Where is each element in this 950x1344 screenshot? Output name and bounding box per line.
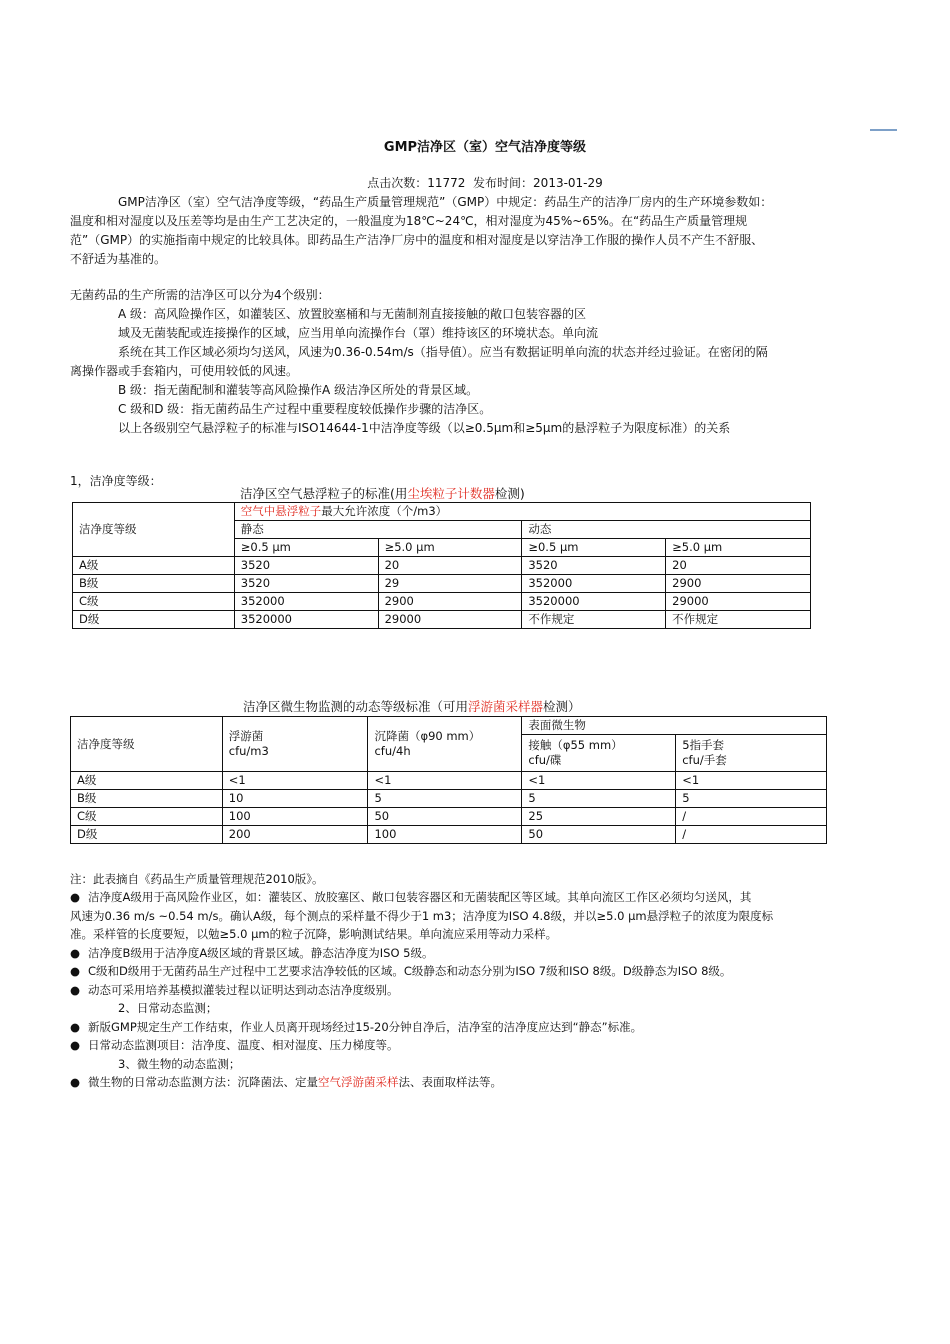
table1-caption-post: 检测) <box>494 486 525 501</box>
table2-caption <box>243 697 581 715</box>
table-cell: 3520000 <box>522 593 666 611</box>
table-row <box>71 826 827 844</box>
table-source-note: 注：此表摘自《药品生产质量管理规范2010版》。 <box>70 872 324 886</box>
views-label: 点击次数： <box>367 176 428 190</box>
table-cell: 50 <box>522 826 676 844</box>
table2-grade-header: 洁净度等级 <box>71 717 223 772</box>
table-row <box>71 808 827 826</box>
note-7-text-red: 空气浮游菌采样 <box>318 1075 399 1089</box>
table-cell: 不作规定 <box>522 611 666 629</box>
table-cell: 5 <box>522 790 676 808</box>
table1-caption <box>240 484 525 502</box>
microbe-table <box>70 716 827 844</box>
bullet-icon: ● <box>70 946 81 960</box>
table1-size-header: ≥0.5 μm <box>234 539 378 557</box>
table-cell: 29 <box>378 575 522 593</box>
table1-group-red: 空气中悬浮粒子 <box>240 504 322 518</box>
table-cell: B级 <box>71 790 223 808</box>
intro-line-3: 范”（GMP）的实施指南中规定的比较具体。即药品生产洁净厂房中的温度和相对湿度是以穿洁净工作服的操作人员不产生不舒服、 <box>70 233 764 247</box>
intro-line-4: 不舒适为基准的。 <box>70 252 167 266</box>
table2-contact-label: 接触（φ55 mm） <box>528 738 623 752</box>
level-a-line-2: 域及无菌装配或连接操作的区域，应当用单向流操作台（罩）维持该区的环境状态。单向流 <box>118 326 599 340</box>
table1-grade-header: 洁净度等级 <box>73 503 235 557</box>
table-cell: 20 <box>666 557 811 575</box>
table2-airborne-unit: cfu/m3 <box>228 744 269 758</box>
table-cell: 不作规定 <box>666 611 811 629</box>
table-cell: C级 <box>73 593 235 611</box>
bullet-icon: ● <box>70 983 81 997</box>
section-1-heading: 1，洁净度等级： <box>70 474 162 488</box>
article-meta <box>70 174 900 191</box>
note-1-line-3: 准。采样管的长度要短，以勉≥5.0 μm的粒子沉降，影响测试结果。单向流应采用等动力采样。 <box>70 927 558 941</box>
table-cell: 29000 <box>378 611 522 629</box>
table-cell: C级 <box>71 808 223 826</box>
table1-caption-red: 尘埃粒子计数器 <box>407 486 495 501</box>
note-6 <box>70 1036 399 1055</box>
table2-contact-header <box>522 735 676 772</box>
note-6-text: 日常动态监测项目：洁净度、温度、相对湿度、压力梯度等。 <box>88 1038 399 1052</box>
table-cell: 5 <box>368 790 522 808</box>
table2-settle-header <box>368 717 522 772</box>
table1-caption-pre: 洁净区空气悬浮粒子的标准(用 <box>240 486 408 501</box>
table-cell: 352000 <box>522 575 666 593</box>
table2-settle-unit: cfu/4h <box>374 744 411 758</box>
table-cell: 25 <box>522 808 676 826</box>
table2-settle-label: 沉降菌（φ90 mm） <box>374 729 481 743</box>
note-1-text-a: 洁净度A级用于高风险作业区，如：灌装区、放胶塞区、敞口包装容器区和无菌装配区等区域。其单向流区工作区必须均匀送风，其 <box>88 890 752 904</box>
table2-caption-red: 浮游菌采样器 <box>468 699 544 714</box>
table-cell: D级 <box>71 826 223 844</box>
particle-table <box>72 502 811 629</box>
table-row <box>71 790 827 808</box>
note-3-text: C级和D级用于无菌药品生产过程中工艺要求洁净较低的区域。C级静态和动态分别为ISO 7级和ISO 8级。D级静态为ISO 8级。 <box>88 964 732 978</box>
table-cell: 100 <box>368 826 522 844</box>
date-label: 发布时间： <box>473 176 534 190</box>
table-cell: D级 <box>73 611 235 629</box>
levels-heading: 无菌药品的生产所需的洁净区可以分为4个级别： <box>70 288 330 302</box>
note-1-line-2: 风速为0.36 m/s ~0.54 m/s。确认A级，每个测点的采样量不得少于1 m3；洁净度为ISO 4.8级，并以≥5.0 μm悬浮粒子的浓度为限度标 <box>70 909 774 923</box>
table-cell: 100 <box>222 808 368 826</box>
table2-airborne-label: 浮游菌 <box>228 729 264 743</box>
table-cell: 3520 <box>522 557 666 575</box>
table1-size-header: ≥5.0 μm <box>666 539 811 557</box>
table-cell: / <box>676 808 827 826</box>
section-2-heading: 2、日常动态监测； <box>118 1001 218 1015</box>
table-cell: 20 <box>378 557 522 575</box>
note-4-text: 动态可采用培养基模拟灌装过程以证明达到动态洁净度级别。 <box>88 983 399 997</box>
table-cell: 50 <box>368 808 522 826</box>
table-cell: 29000 <box>666 593 811 611</box>
note-5 <box>70 1018 642 1037</box>
table-cell: 5 <box>676 790 827 808</box>
table-row <box>73 575 811 593</box>
table-cell: <1 <box>522 772 676 790</box>
publish-date: 2013-01-29 <box>533 176 603 190</box>
note-3 <box>70 962 731 981</box>
table-cell: A级 <box>71 772 223 790</box>
level-a-line-4: 离操作器或手套箱内，可使用较低的风速。 <box>70 364 299 378</box>
table-cell: 3520 <box>234 557 378 575</box>
table1-dynamic-header: 动态 <box>522 521 811 539</box>
table-row <box>73 611 811 629</box>
level-relation: 以上各级别空气悬浮粒子的标准与ISO14644-1中洁净度等级（以≥0.5μm和≥5μm的悬浮粒子为限度标准）的关系 <box>118 421 731 435</box>
table1-group-post: 最大允许浓度（个/m3） <box>321 504 448 518</box>
table-cell: A级 <box>73 557 235 575</box>
bullet-icon: ● <box>70 1038 81 1052</box>
section-3-heading: 3、微生物的动态监测； <box>118 1057 241 1071</box>
note-7-text-pre: 微生物的日常动态监测方法：沉降菌法、定量 <box>88 1075 318 1089</box>
table-cell: / <box>676 826 827 844</box>
table2-caption-pre: 洁净区微生物监测的动态等级标准（可用 <box>243 699 469 714</box>
table1-group-header <box>234 503 810 521</box>
table2-contact-unit: cfu/碟 <box>528 753 562 767</box>
table2-caption-post: 检测） <box>543 699 581 714</box>
note-7 <box>70 1073 502 1092</box>
table2-glove-unit: cfu/手套 <box>682 753 727 767</box>
table-row <box>73 593 811 611</box>
table1-size-header: ≥0.5 μm <box>522 539 666 557</box>
level-cd: C 级和D 级：指无菌药品生产过程中重要程度较低操作步骤的洁净区。 <box>118 402 492 416</box>
note-1-line-1 <box>70 888 751 907</box>
bullet-icon: ● <box>70 890 81 904</box>
bullet-icon: ● <box>70 964 81 978</box>
views-count: 11772 <box>427 176 466 190</box>
table-cell: 10 <box>222 790 368 808</box>
note-2 <box>70 944 433 963</box>
level-a-line-1: A 级：高风险操作区，如灌装区、放置胶塞桶和与无菌制剂直接接触的敞口包装容器的区 <box>118 307 587 321</box>
table-cell: 3520000 <box>234 611 378 629</box>
table2-glove-header <box>676 735 827 772</box>
table2-surface-header: 表面微生物 <box>522 717 827 735</box>
table-row <box>73 557 811 575</box>
table1-static-header: 静态 <box>234 521 522 539</box>
bullet-icon: ● <box>70 1075 81 1089</box>
table-cell: 3520 <box>234 575 378 593</box>
table-cell: B级 <box>73 575 235 593</box>
table1-size-header: ≥5.0 μm <box>378 539 522 557</box>
table-cell: 200 <box>222 826 368 844</box>
table-row <box>71 772 827 790</box>
table2-glove-label: 5指手套 <box>682 738 725 752</box>
table-cell: 2900 <box>666 575 811 593</box>
table-cell: 352000 <box>234 593 378 611</box>
level-a-line-3: 系统在其工作区域必须均匀送风，风速为0.36-0.54m/s（指导值）。应当有数据证明单向流的状态并经过验证。在密闭的隔 <box>118 345 768 359</box>
intro-line-2: 温度和相对湿度以及压差等均是由生产工艺决定的，一般温度为18℃~24℃，相对湿度为45%~65%。在“药品生产质量管理规 <box>70 214 748 228</box>
bullet-icon: ● <box>70 1020 81 1034</box>
table-cell: 2900 <box>378 593 522 611</box>
intro-line-1: GMP洁净区（室）空气洁净度等级，“药品生产质量管理规范”（GMP）中规定：药品生产的洁净厂房内的生产环境参数如： <box>118 195 773 209</box>
table-cell: <1 <box>676 772 827 790</box>
level-b: B 级：指无菌配制和灌装等高风险操作A 级洁净区所处的背景区域。 <box>118 383 479 397</box>
page-title: GMP洁净区（室）空气洁净度等级 <box>383 140 587 155</box>
note-5-text: 新版GMP规定生产工作结束，作业人员离开现场经过15-20分钟自净后，洁净室的洁净度应达到“静态”标准。 <box>88 1020 643 1034</box>
table-cell: <1 <box>368 772 522 790</box>
note-7-text-post: 法、表面取样法等。 <box>398 1075 502 1089</box>
note-4 <box>70 981 399 1000</box>
table2-airborne-header <box>222 717 368 772</box>
table-cell: <1 <box>222 772 368 790</box>
corner-decoration <box>870 129 897 131</box>
note-2-text: 洁净度B级用于洁净度A级区域的背景区域。静态洁净度为ISO 5级。 <box>88 946 434 960</box>
